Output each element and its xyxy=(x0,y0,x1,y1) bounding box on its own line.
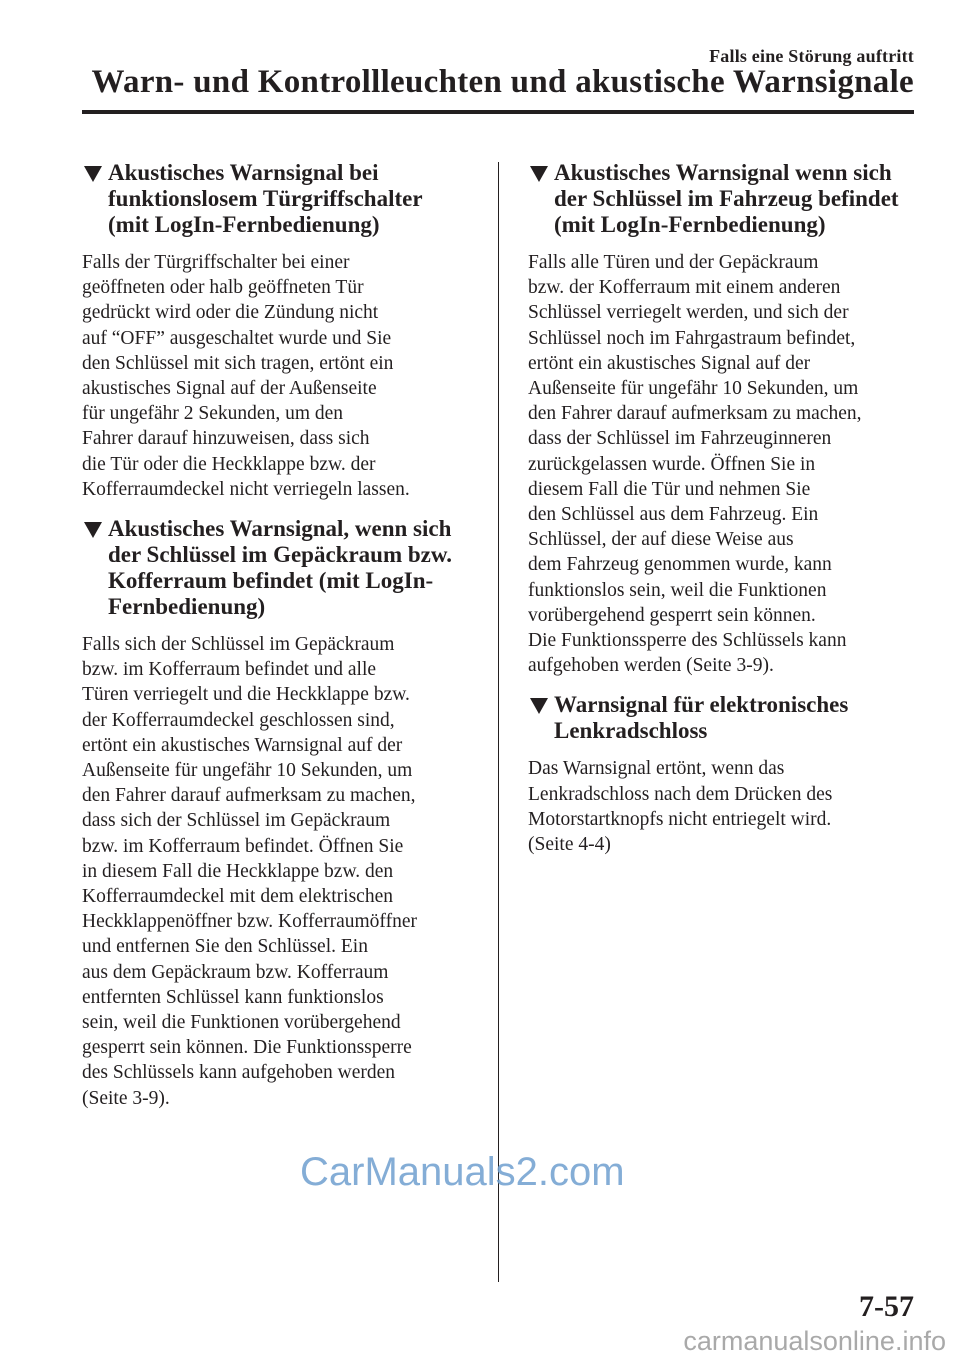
page-title: Warn- und Kontrollleuchten und akustische Warnsignale xyxy=(91,64,914,100)
triangle-down-icon xyxy=(530,166,548,182)
footer-watermark: carmanualsonline.info xyxy=(683,1326,946,1356)
watermark-text: CarManuals2.com xyxy=(300,1150,625,1194)
triangle-down-icon xyxy=(84,522,102,538)
section-key-in-luggage xyxy=(82,516,474,1111)
section-heading xyxy=(528,692,920,744)
triangle-down-icon xyxy=(84,166,102,182)
chapter-label: Falls eine Störung auftritt xyxy=(709,46,914,66)
section-heading-text: Akustisches Warnsignal wenn sich der Schlüssel im Fahrzeug befindet (mit LogIn-Fernbedienung) xyxy=(554,160,899,237)
page-number: 7-57 xyxy=(859,1290,914,1323)
section-heading xyxy=(528,160,920,238)
section-key-in-vehicle xyxy=(528,160,920,678)
section-body: Falls sich der Schlüssel im Gepäckraum bzw. im Kofferraum befindet und alle Türen verriegelt und die Heckklappe bzw. der Kofferraumdeckel geschlossen sind, ertönt ein akustisches Warnsignal auf der Außenseite für ungefähr 10 Sekunden, um den Fahrer darauf aufmerksam zu machen, dass sich der Schlüssel im Gepäckraum bzw. im Kofferraum befindet. Öffnen Sie in diesem Fall die Heckklappe bzw. den Kofferraumdeckel mit dem elektrischen Heckklappenöffner bzw. Kofferraumöffner und entfernen Sie den Schlüssel. Ein aus dem Gepäckraum bzw. Kofferraum entfernten Schlüssel kann funktionslos sein, weil die Funktionen vorübergehend gesperrt sein können. Die Funktionssperre des Schlüssels kann aufgehoben werden (Seite 3-9). xyxy=(82,634,417,1109)
section-body: Falls alle Türen und der Gepäckraum bzw. der Kofferraum mit einem anderen Schlüssel verriegelt werden, und sich der Schlüssel noch im Fahrgastraum befindet, ertönt ein akustisches Signal auf der Außenseite für ungefähr 10 Sekunden, um den Fahrer darauf aufmerksam zu machen, dass der Schlüssel im Fahrzeuginneren zurückgelassen wurde. Öffnen Sie in diesem Fall die Tür und nehmen Sie den Schlüssel aus dem Fahrzeug. Ein Schlüssel, der auf diese Weise aus dem Fahrzeug genommen wurde, kann funktionslos sein, weil die Funktionen vorübergehend gesperrt sein können. Die Funktionssperre des Schlüssels kann aufgehoben werden (Seite 3-9). xyxy=(528,252,862,677)
section-body: Falls der Türgriffschalter bei einer geöffneten oder halb geöffneten Tür gedrückt wird oder die Zündung nicht auf “OFF” ausgeschaltet wurde und Sie den Schlüssel mit sich tragen, ertönt ein akustisches Signal auf der Außenseite für ungefähr 2 Sekunden, um den Fahrer darauf hinzuweisen, dass sich die Tür oder die Heckklappe bzw. der Kofferraumdeckel nicht verriegeln lassen. xyxy=(82,252,410,500)
section-heading xyxy=(82,160,474,238)
section-heading xyxy=(82,516,474,620)
section-door-handle-switch xyxy=(82,160,474,502)
section-body: Das Warnsignal ertönt, wenn das Lenkradschloss nach dem Drücken des Motorstartknopfs nicht entriegelt wird. (Seite 4-4) xyxy=(528,758,833,856)
left-column xyxy=(82,160,474,1125)
section-heading-text: Warnsignal für elektronisches Lenkradschloss xyxy=(554,692,849,744)
section-heading-text: Akustisches Warnsignal bei funktionslosem Türgriffschalter (mit LogIn-Fernbedienung) xyxy=(108,160,423,237)
right-column xyxy=(528,160,920,871)
header-rule xyxy=(82,110,914,114)
section-heading-text: Akustisches Warnsignal, wenn sich der Schlüssel im Gepäckraum bzw. Kofferraum befindet (mit LogIn- Fernbedienung) xyxy=(108,516,452,620)
triangle-down-icon xyxy=(530,698,548,714)
section-steering-lock xyxy=(528,692,920,857)
column-divider xyxy=(498,162,499,1282)
